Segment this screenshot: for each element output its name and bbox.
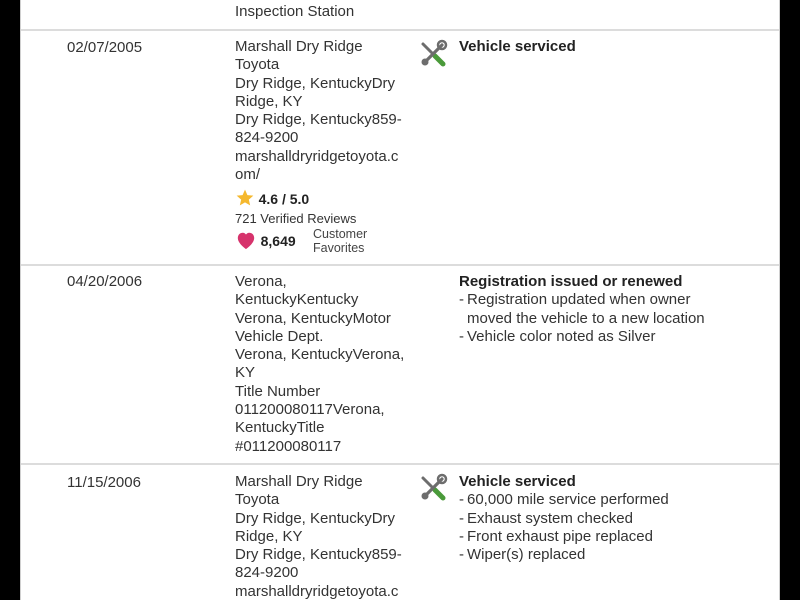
star-icon (235, 188, 255, 208)
list-item: - Registration updated when owner (459, 291, 769, 309)
source-line: Dry Ridge, Kentucky859- (235, 546, 402, 564)
customer-favorites (235, 230, 296, 250)
source-line: KY (235, 364, 256, 382)
source-line: 824-9200 (235, 129, 299, 147)
source-line: 011200080117Verona, (235, 401, 385, 419)
wrench-screwdriver-icon (418, 473, 448, 503)
favorites-label-line: Customer (313, 227, 368, 241)
source-line: marshalldryridgetoyota.c (235, 147, 399, 165)
service-source (235, 273, 413, 456)
favorites-count: 8,649 (260, 233, 296, 249)
source-line: Verona, KentuckyMotor (235, 309, 391, 327)
source-line: Verona, KentuckyVerona, (235, 346, 405, 364)
source-line: Title Number (235, 382, 321, 400)
list-item: - Front exhaust pipe replaced (459, 528, 769, 546)
favorites-label-line: Favorites (313, 241, 365, 255)
source-line: KentuckyKentucky (235, 291, 359, 309)
event-detail-list (459, 491, 769, 564)
wrench-screwdriver-icon (418, 39, 448, 69)
source-line: Ridge, KY (235, 92, 303, 110)
event-details (459, 273, 769, 346)
list-item-continuation: moved the vehicle to a new location (467, 309, 705, 327)
source-line: KentuckyTitle (235, 419, 325, 437)
table-row (21, 465, 779, 600)
event-title: Registration issued or renewed (459, 273, 683, 290)
source-line: Inspection Station (235, 3, 355, 20)
source-line: Dry Ridge, KentuckyDry (235, 509, 396, 527)
service-source (235, 3, 413, 21)
source-line: Ridge, KY (235, 527, 303, 545)
source-line: Toyota (235, 491, 280, 509)
heart-icon (235, 230, 257, 250)
event-details (459, 473, 769, 564)
rating-score: 4.6 / 5.0 (258, 191, 310, 207)
record-date: 11/15/2006 (67, 474, 141, 491)
vehicle-history-table (20, 0, 780, 600)
list-item: - 60,000 mile service performed (459, 491, 769, 509)
list-item: - Exhaust system checked (459, 510, 769, 528)
source-line: marshalldryridgetoyota.c (235, 582, 399, 600)
event-detail-list (459, 291, 769, 346)
source-line: Verona, (235, 273, 287, 290)
dealer-rating (235, 188, 309, 208)
source-line: Marshall Dry Ridge (235, 473, 363, 490)
source-line: Marshall Dry Ridge (235, 38, 363, 55)
source-line: Toyota (235, 56, 280, 74)
source-line: Dry Ridge, KentuckyDry (235, 74, 396, 92)
service-source (235, 473, 413, 600)
source-line: om/ (235, 166, 261, 184)
service-source (235, 38, 413, 184)
event-title: Vehicle serviced (459, 473, 576, 490)
table-row (21, 0, 779, 31)
favorites-label (313, 227, 367, 255)
table-row (21, 31, 779, 266)
source-line: Dry Ridge, Kentucky859- (235, 111, 402, 129)
source-line: 824-9200 (235, 564, 299, 582)
record-date: 02/07/2005 (67, 39, 143, 56)
record-date: 04/20/2006 (67, 273, 143, 290)
source-line: #011200080117 (235, 437, 342, 455)
table-row (21, 266, 779, 465)
verified-reviews-link[interactable]: 721 Verified Reviews (235, 211, 357, 226)
list-item: - Vehicle color noted as Silver (459, 328, 769, 346)
source-line: Vehicle Dept. (235, 327, 324, 345)
event-details (459, 38, 769, 56)
event-title: Vehicle serviced (459, 38, 576, 55)
list-item: - Wiper(s) replaced (459, 546, 769, 564)
